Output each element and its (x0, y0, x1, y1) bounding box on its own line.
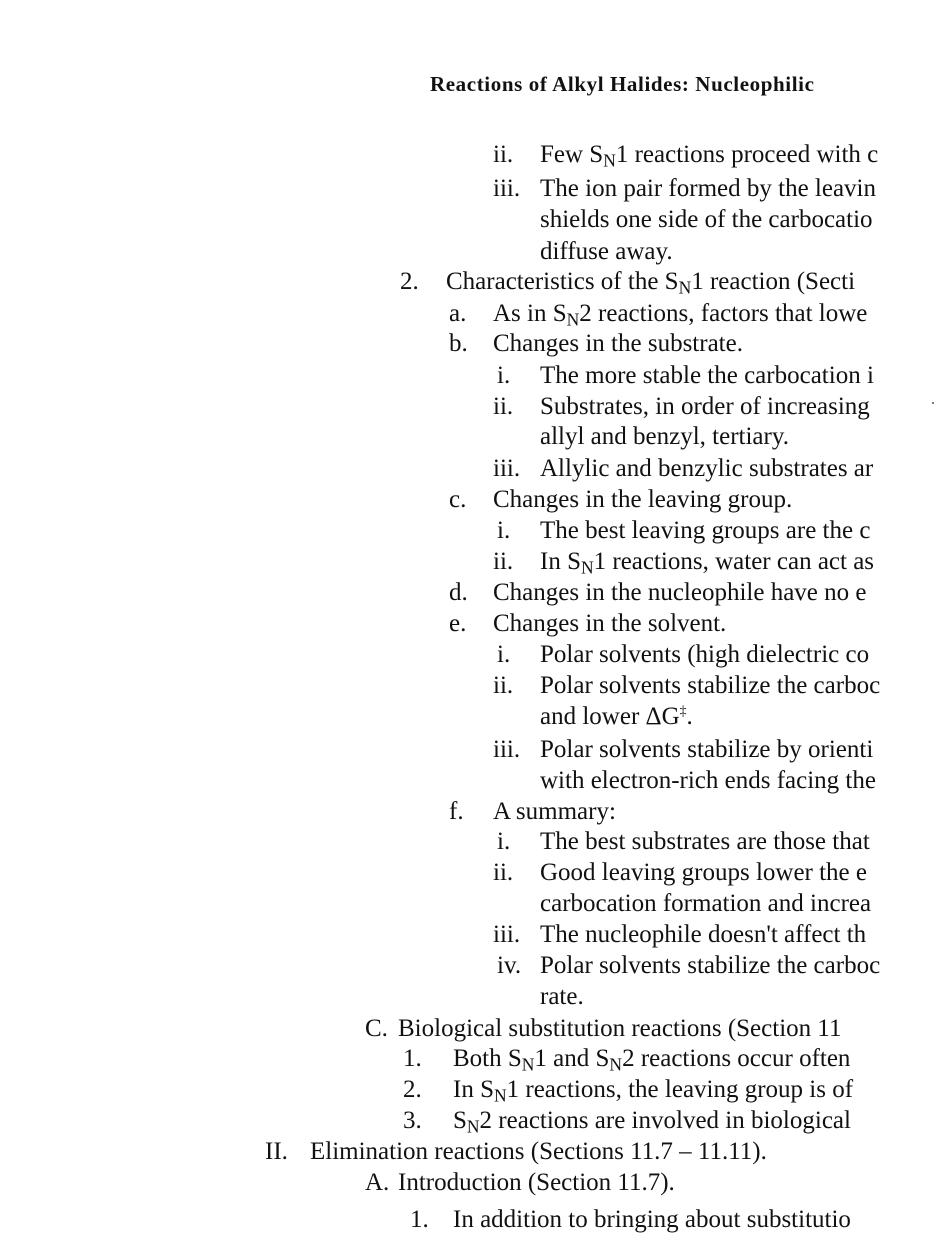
outline-line (0, 1045, 950, 1073)
item-text: The ion pair formed by the leavin (540, 175, 876, 202)
outline-line (0, 393, 950, 421)
item-text: Polar solvents (high dielectric co (540, 641, 870, 668)
item-label: 2. (403, 1076, 422, 1103)
item-label: e. (449, 610, 467, 637)
item-text: Elimination reactions (Sections 11.7 – 11.11). (310, 1138, 767, 1165)
item-text: Biological substitution reactions (Section 11 (398, 1015, 842, 1042)
item-label: ii. (493, 672, 514, 699)
outline-line (0, 548, 950, 576)
outline-line (0, 362, 950, 390)
item-text: The best leaving groups are the c (540, 517, 871, 544)
outline-line (0, 983, 950, 1011)
item-text: shields one side of the carbocatio (540, 206, 873, 233)
outline-line (0, 455, 950, 483)
item-text: allyl and benzyl, tertiary. (540, 423, 789, 450)
outline-line (0, 672, 950, 700)
item-text: Changes in the solvent. (493, 610, 727, 637)
outline-line (0, 238, 950, 266)
outline-line (0, 1169, 950, 1197)
outline-line (0, 579, 950, 607)
item-text: In addition to bringing about substitutio (453, 1206, 851, 1233)
item-label: C. (365, 1015, 388, 1042)
item-label: ii. (493, 393, 514, 420)
item-text: $S_N2$ reactions are involved in biological (453, 1107, 851, 1137)
item-text: carbocation formation and increa (540, 890, 872, 917)
item-text: The best substrates are those that (540, 828, 870, 855)
item-text: The nucleophile doesn't affect th (540, 921, 867, 948)
outline-line (0, 300, 950, 328)
item-text: Polar solvents stabilize the carboc (540, 952, 881, 979)
item-text: Good leaving groups lower the e (540, 859, 868, 886)
item-label: ii. (493, 548, 514, 575)
item-label: a. (449, 300, 467, 327)
item-label: ii. (493, 141, 514, 168)
item-text: Characteristics of the $S_N1$ reaction (Secti (446, 268, 856, 298)
scan-speck (932, 402, 934, 404)
item-label: 2. (400, 268, 419, 295)
outline-line (0, 141, 950, 169)
item-text: and lower ΔG‡. (540, 703, 693, 730)
item-text: Polar solvents stabilize the carboc (540, 672, 881, 699)
item-text: Polar solvents stabilize by orienti (540, 736, 874, 763)
item-text: rate. (540, 983, 584, 1010)
item-text: The more stable the carbocation i (540, 362, 874, 389)
item-text: Both $S_N1$ and $S_N2$ reactions occur often (453, 1045, 851, 1075)
outline-line (0, 767, 950, 795)
item-label: d. (449, 579, 468, 606)
item-text: Allylic and benzylic substrates ar (540, 455, 874, 482)
item-label: ii. (493, 859, 514, 886)
item-text: Few $S_N1$ reactions proceed with c (540, 141, 879, 171)
outline-line (0, 423, 950, 451)
outline-line (0, 703, 950, 731)
item-label: iii. (493, 175, 521, 202)
item-label: c. (449, 486, 467, 513)
outline-line (0, 952, 950, 980)
item-text: diffuse away. (540, 238, 673, 265)
outline-line (0, 175, 950, 203)
item-label: 3. (403, 1107, 422, 1134)
outline-line (0, 890, 950, 918)
item-text: Substrates, in order of increasing (540, 393, 870, 420)
outline-line (0, 828, 950, 856)
outline-line (0, 1015, 950, 1043)
item-label: i. (497, 828, 511, 855)
item-text: In $S_N1$ reactions, the leaving group is of (453, 1076, 854, 1106)
outline-line (0, 859, 950, 887)
outline-line (0, 641, 950, 669)
item-text: Changes in the substrate. (493, 330, 743, 357)
item-label: iii. (493, 736, 521, 763)
outline-line (0, 517, 950, 545)
item-text: In $S_N1$ reactions, water can act as (540, 548, 875, 578)
item-label: II. (265, 1138, 288, 1165)
outline-line (0, 736, 950, 764)
outline-line (0, 268, 950, 296)
item-text: As in $S_N2$ reactions, factors that lowe (493, 300, 868, 330)
outline-line (0, 798, 950, 826)
outline-line (0, 206, 950, 234)
item-label: 1. (403, 1045, 422, 1072)
item-label: i. (497, 517, 511, 544)
item-text: A summary: (493, 798, 616, 825)
outline-line (0, 610, 950, 638)
outline-line (0, 330, 950, 358)
item-label: i. (497, 362, 511, 389)
outline-line (0, 1076, 950, 1104)
item-label: A. (365, 1169, 390, 1196)
outline-line (0, 486, 950, 514)
item-label: 1. (410, 1206, 429, 1233)
item-label: iii. (493, 455, 521, 482)
item-label: iii. (493, 921, 521, 948)
item-label: b. (449, 330, 468, 357)
item-text: Introduction (Section 11.7). (398, 1169, 675, 1196)
outline-line (0, 1206, 950, 1234)
item-text: with electron-rich ends facing the (540, 767, 876, 794)
outline-line (0, 921, 950, 949)
item-label: i. (497, 641, 511, 668)
item-label: iv. (497, 952, 522, 979)
item-label: f. (449, 798, 464, 825)
item-text: Changes in the leaving group. (493, 486, 793, 513)
outline-line (0, 1138, 950, 1166)
outline-line (0, 1107, 950, 1135)
running-header: Reactions of Alkyl Halides: Nucleophilic (430, 72, 815, 96)
item-text: Changes in the nucleophile have no e (493, 579, 867, 606)
